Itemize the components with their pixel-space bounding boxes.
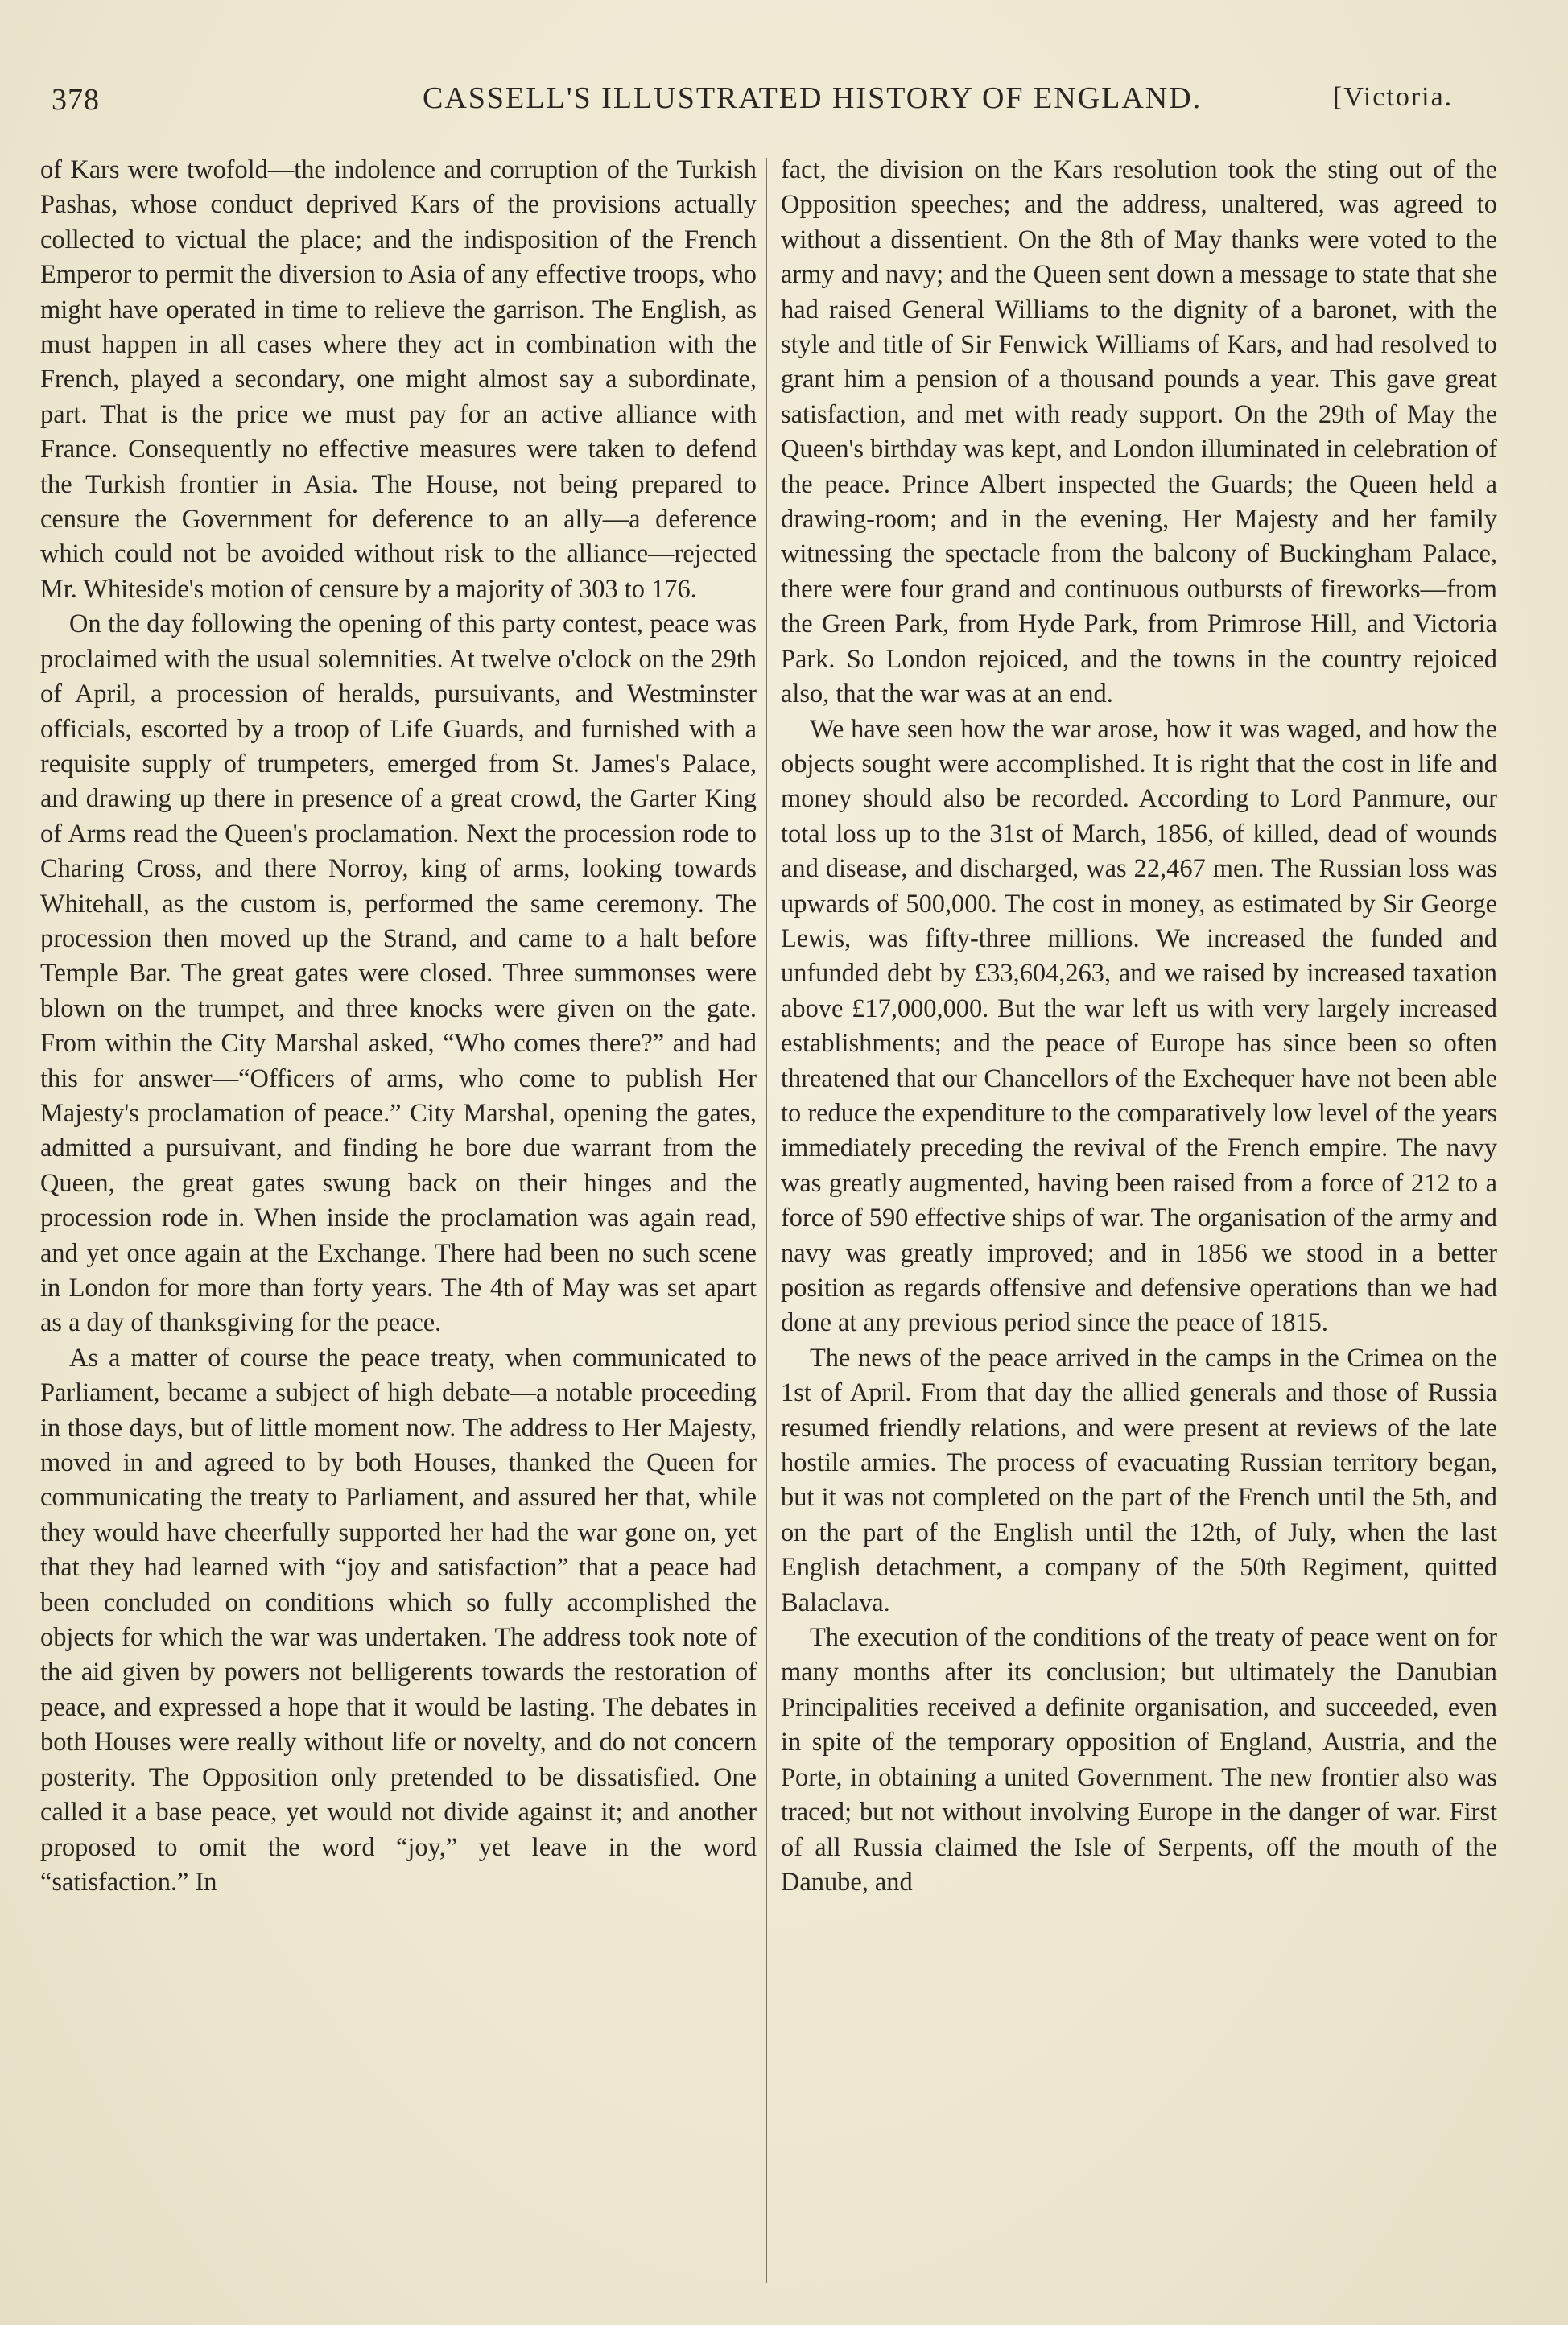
page-header bbox=[48, 77, 1497, 126]
paragraph: The news of the peace arrived in the camps in the Crimea on the 1st of April. From that day the allied generals and those of Russia resumed friendly relations, and were present at reviews of the late hostile armies. The process of evacuating Russian territory began, but it was not completed on the part of the French until the 5th, and on the part of the English until the 12th, of July, when the last English detachment, a company of the 50th Regiment, quitted Balaclava. bbox=[781, 1343, 1497, 1617]
running-title: CASSELL'S ILLUSTRATED HISTORY OF ENGLAND. bbox=[423, 81, 1203, 115]
paragraph: We have seen how the war arose, how it was waged, and how the objects sought were accomplished. It is right that the cost in life and money should also be recorded. According to Lord Panmure, our total loss up to the 31st of March, 1856, of killed, dead of wounds and disease, and discharged, was 22,467 men. The Russian loss was upwards of 500,000. The cost in money, as estimated by Sir George Lewis, was fifty-three millions. We increased the funded and unfunded debt by £33,604,263, and we raised by increased taxation above £17,000,000. But the war left us with very largely increased establishments; and the peace of Europe has since been so often threatened that our Chancellors of the Exchequer have not been able to reduce the expenditure to the comparatively low level of the years immediately preceding the revival of the French empire. The navy was greatly augmented, having been raised from a force of 212 to a force of 590 effective ships of war. The organisation of the army and navy was greatly improved; and in 1856 we stood in a better position as regards offensive and defensive operations than we had done at any previous period since the peace of 1815. bbox=[781, 714, 1497, 1338]
paragraph: As a matter of course the peace treaty, when communicated to Parliament, became a subject of high debate—a notable proceeding in those days, but of little moment now. The address to Her Majesty, moved in and agreed to by both Houses, thanked the Queen for communicating the treaty to Parliament, and assured her that, while they would have cheerfully supported her had the war gone on, yet that they had learned with “joy and satisfaction” that a peace had been concluded on conditions which so fully accomplished the objects for which the war was undertaken. The address took note of the aid given by powers not belligerents towards the restoration of peace, and expressed a hope that it would be lasting. The debates in both Houses were really without life or novelty, and do not concern posterity. The Opposition only pretended to be dissatisfied. One called it a base peace, yet would not divide against it; and another proposed to omit the word “joy,” yet leave in the word “satisfaction.” In bbox=[40, 1343, 757, 1897]
left-column bbox=[40, 153, 757, 1900]
right-column bbox=[781, 153, 1497, 1900]
paragraph: On the day following the opening of this party contest, peace was proclaimed with the usual solemnities. At twelve o'clock on the 29th of April, a procession of heralds, pursuivants, and Westminster officials, escorted by a troop of Life Guards, and furnished with a requisite supply of trumpeters, emerged from St. James's Palace, and drawing up there in presence of a great crowd, the Garter King of Arms read the Queen's proclamation. Next the procession rode to Charing Cross, and there Norroy, king of arms, looking towards Whitehall, as the custom is, performed the same ceremony. The procession then moved up the Strand, and came to a halt before Temple Bar. The great gates were closed. Three summonses were blown on the trumpet, and three knocks were given on the gate. From within the City Marshal asked, “Who comes there?” and had this for answer—“Officers of arms, who come to publish Her Majesty's proclamation of peace.” City Marshal, opening the gates, admitted a pursuivant, and finding he bore due warrant from the Queen, the great gates swung back on their hinges and the procession rode in. When inside the proclamation was again read, and yet once again at the Exchange. There had been no such scene in London for more than forty years. The 4th of May was set apart as a day of thanksgiving for the peace. bbox=[40, 609, 757, 1338]
paragraph: The execution of the conditions of the treaty of peace went on for many months after its conclusion; but ultimately the Danubian Principalities received a definite organisation, and succeeded, even in spite of the temporary opposition of England, Austria, and the Porte, in obtaining a united Government. The new frontier also was traced; but not without involving Europe in the danger of war. First of all Russia claimed the Isle of Serpents, off the mouth of the Danube, and bbox=[781, 1623, 1497, 1897]
section-name: [Victoria. bbox=[1333, 82, 1454, 112]
page-number: 378 bbox=[52, 83, 100, 117]
paragraph: fact, the division on the Kars resolution took the sting out of the Opposition speeches; and the address, unaltered, was agreed to without a dissentient. On the 8th of May thanks were voted to the army and navy; and the Queen sent down a message to state that she had raised General Williams to the dignity of a baronet, with the style and title of Sir Fenwick Williams of Kars, and had resolved to grant him a pension of a thousand pounds a year. This gave great satisfaction, and met with ready support. On the 29th of May the Queen's birthday was kept, and London illuminated in celebration of the peace. Prince Albert inspected the Guards; the Queen held a drawing-room; and in the evening, Her Majesty and her family witnessing the spectacle from the balcony of Buckingham Palace, there were four grand and continuous outbursts of fireworks—from the Green Park, from Hyde Park, from Primrose Hill, and Victoria Park. So London rejoiced, and the towns in the country rejoiced also, that the war was at an end. bbox=[781, 155, 1497, 709]
paragraph: of Kars were twofold—the indolence and corruption of the Turkish Pashas, whose conduct deprived Kars of the provisions actually collected to victual the place; and the indisposition of the French Emperor to permit the diversion to Asia of any effective troops, who might have operated in time to relieve the garrison. The English, as must happen in all cases where they act in combination with the French, played a secondary, one might almost say a subordinate, part. That is the price we must pay for an active alliance with France. Consequently no effective measures were taken to defend the Turkish frontier in Asia. The House, not being prepared to censure the Government for deference to an ally—a deference which could not be avoided without risk to the alliance—rejected Mr. Whiteside's motion of censure by a majority of 303 to 176. bbox=[40, 155, 757, 604]
column-divider bbox=[766, 158, 767, 2283]
